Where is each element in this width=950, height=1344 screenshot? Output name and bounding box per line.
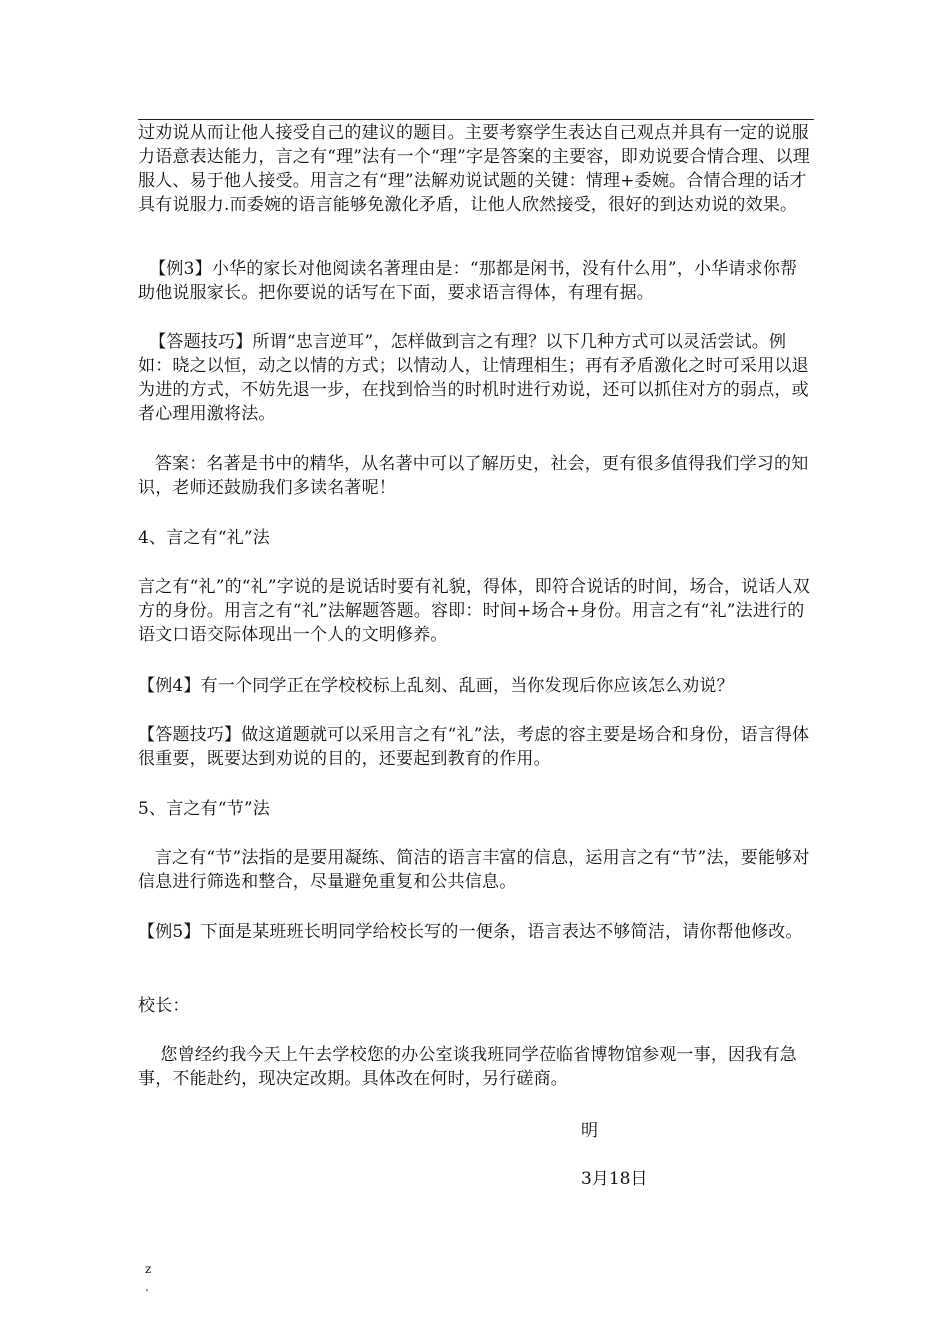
header-rule <box>138 119 814 120</box>
section-heading-4: 4、言之有“礼”法 <box>138 528 270 548</box>
paragraph-tip-4: 【答题技巧】做这道题就可以采用言之有“礼”法，考虑的容主要是场合和身份，语言得体很重要，既要达到劝说的目的，还要起到教育的作用。 <box>138 725 810 769</box>
paragraph-answer-3: 答案：名著是书中的精华，从名著中可以了解历史，社会，更有很多值得我们学习的知识，老师还鼓励我们多读名著呢！ <box>138 454 809 498</box>
note-body: 您曾经约我今天上午去学校您的办公室谈我班同学莅临省博物馆参观一事，因我有急事，不能赴约，现决定改期。具体改在何时，另行磋商。 <box>138 1045 797 1089</box>
note-salutation: 校长： <box>138 996 190 1016</box>
footer-dot: . <box>145 1280 149 1294</box>
note-signature-name: 明 <box>581 1121 598 1141</box>
section-heading-5: 5、言之有“节”法 <box>138 799 270 819</box>
paragraph-example-5: 【例5】下面是某班班长明同学给校长写的一便条，语言表达不够简洁，请你帮他修改。 <box>138 922 803 942</box>
paragraph-intro: 过劝说从而让他人接受自己的建议的题目。主要考察学生表达自己观点并具有一定的说服力语意表达能力，言之有“理”法有一个“理”字是答案的主要容，即劝说要合情合理、以理服人、易于他人接受。用言之有“理”法解劝说试题的关键：情理+委婉。合情合理的话才具有说服力.而委婉的语言能够免激化矛盾，让他人欣然接受，很好的到达劝说的效果。 <box>138 123 810 215</box>
footer-mark: z <box>145 1262 152 1276</box>
paragraph-example-3: 【例3】小华的家长对他阅读名著理由是：“那都是闲书，没有什么用”，小华请求你帮助他说服家长。把你要说的话写在下面，要求语言得体，有理有据。 <box>138 259 798 303</box>
paragraph-example-4: 【例4】有一个同学正在学校校标上乱刻、乱画，当你发现后你应该怎么劝说？ <box>138 676 734 696</box>
note-signature-date: 3月18日 <box>581 1169 648 1189</box>
paragraph-section-5: 言之有“节”法指的是要用凝练、简洁的语言丰富的信息，运用言之有“节”法，要能够对信息进行筛选和整合，尽量避免重复和公共信息。 <box>138 848 810 892</box>
paragraph-tip-3: 【答题技巧】所谓“忠言逆耳”，怎样做到言之有理？以下几种方式可以灵活尝试。例如：晓之以恒，动之以情的方式；以情动人，让情理相生；再有矛盾激化之时可采用以退为进的方式，不妨先退一步，在找到恰当的时机时进行劝说，还可以抓住对方的弱点，或者心理用激将法。 <box>138 332 809 424</box>
paragraph-section-4: 言之有“礼”的“礼”字说的是说话时要有礼貌，得体，即符合说话的时间，场合，说话人双方的身份。用言之有“礼”法解题答题。容即：时间+场合+身份。用言之有“礼”法进行的语文口语交际体现出一个人的文明修养。 <box>138 577 810 645</box>
